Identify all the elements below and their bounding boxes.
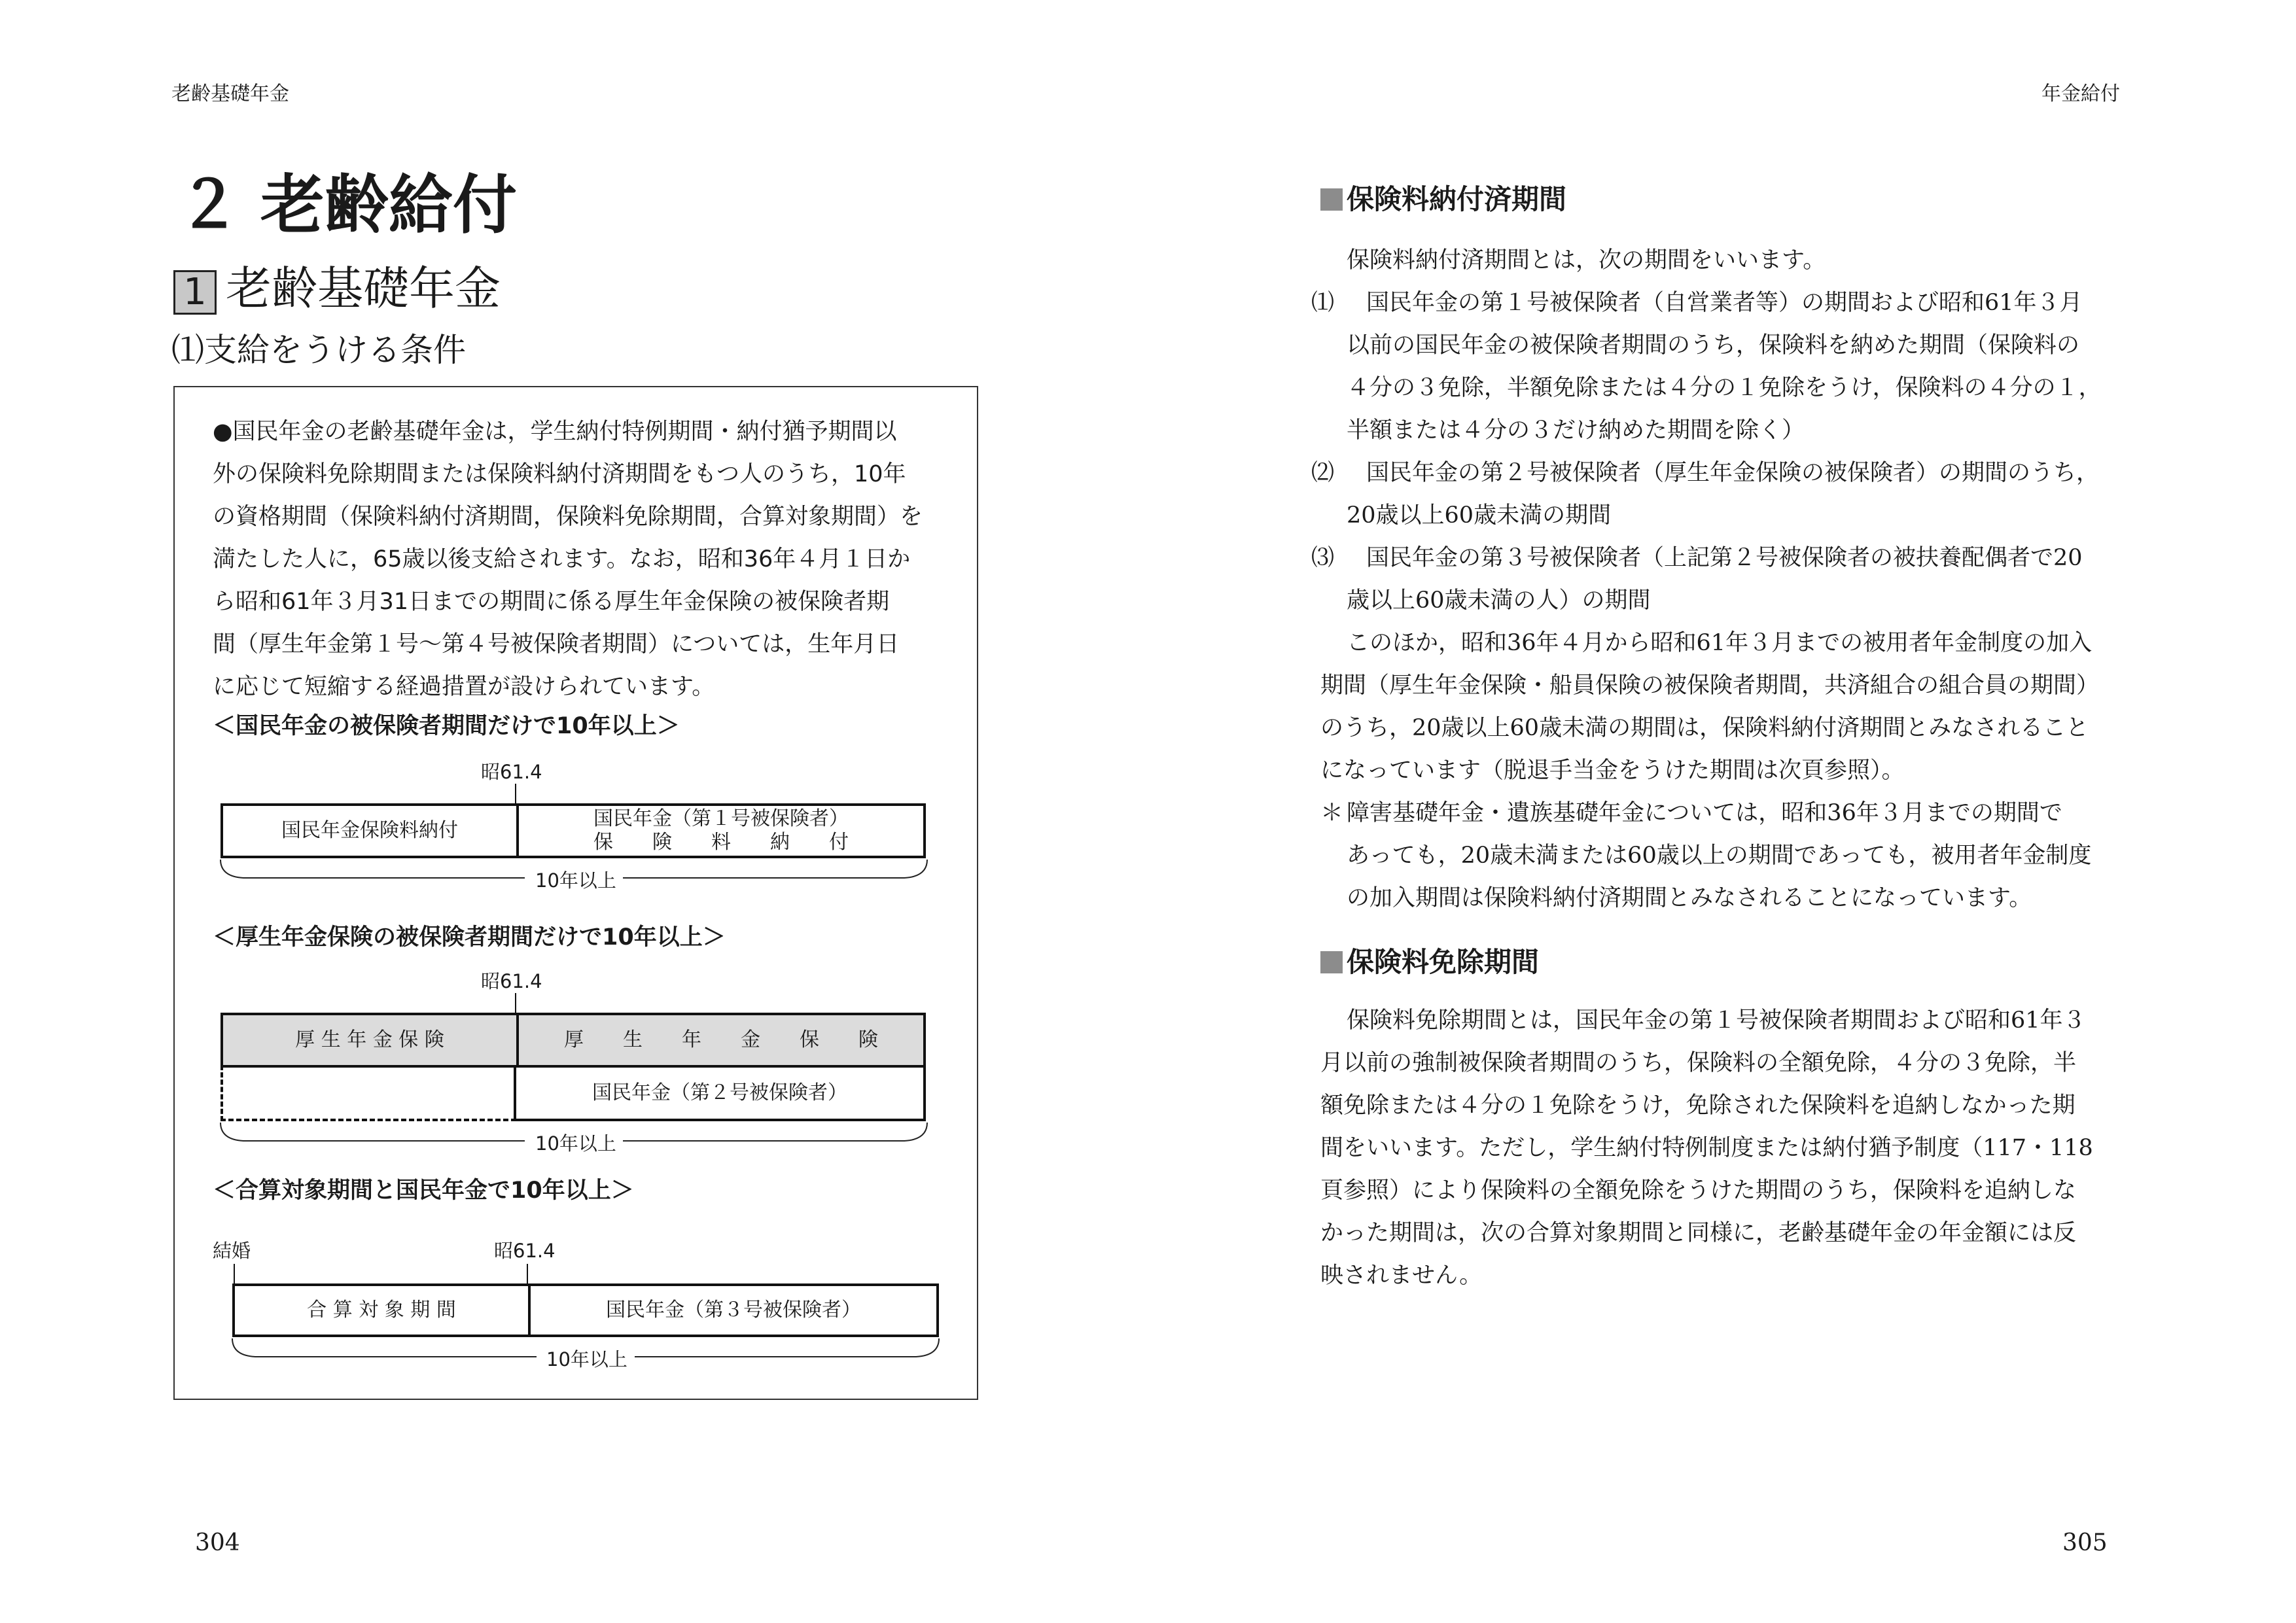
paragraph-line: の資格期間（保険料納付済期間，保険料免除期間，合算対象期間）を xyxy=(213,504,923,530)
section2-heading xyxy=(1320,941,1539,980)
section1-para-line: のうち，20歳以上60歳未満の期間は，保険料納付済期間とみなされること xyxy=(1320,715,2089,741)
paragraph-line: 外の保険料免除期間または保険料納付済期間をもつ人のうち，10年 xyxy=(213,461,906,487)
conditions-paragraph xyxy=(213,411,959,708)
diagram2-span-label: 10年以上 xyxy=(535,1132,616,1155)
diagram1-right-line1: 国民年金（第１号被保険者） xyxy=(593,807,849,830)
running-head-right: 年金給付 xyxy=(2041,82,2120,105)
diagram2-top-bar xyxy=(221,1013,926,1068)
diagram3-left-cell: 合 算 対 象 期 間 xyxy=(307,1299,456,1321)
note-line: あっても，20歳未満または60歳以上の期間であっても，被用者年金制度 xyxy=(1347,843,2092,869)
section2-line: 映されません。 xyxy=(1320,1263,1483,1289)
section1-para-line: 期間（厚生年金保険・船員保険の被保険者期間，共済組合の組合員の期間） xyxy=(1320,672,2100,699)
section1-intro: 保険料納付済期間とは，次の期間をいいます。 xyxy=(1347,247,1826,273)
section-title: 老齢基礎年金 xyxy=(226,262,501,315)
section2-line: 頁参照）により保険料の全額免除をうけた期間のうち，保険料を追納しな xyxy=(1320,1178,2077,1204)
subsection-heading: ⑴支給をうける条件 xyxy=(171,331,466,369)
list-item-number: ⑶ xyxy=(1311,545,1335,571)
section2-line: 保険料免除期間とは，国民年金の第１号被保険者期間および昭和61年３ xyxy=(1347,1007,2086,1034)
diagram1-label: ＜国民年金の被保険者期間だけで10年以上＞ xyxy=(213,713,680,739)
section-heading xyxy=(173,252,501,318)
section1-heading xyxy=(1320,178,1566,217)
heading-square-icon xyxy=(1320,188,1343,211)
diagram3-marker-tick xyxy=(527,1264,528,1283)
list-item xyxy=(1311,537,2132,622)
diagram1-bar xyxy=(221,803,926,858)
page-number-left: 304 xyxy=(195,1529,240,1556)
list-item-line: 20歳以上60歳未満の期間 xyxy=(1347,502,1612,529)
page-number-right: 305 xyxy=(2062,1529,2108,1556)
section2-line: かった期間は，次の合算対象期間と同様に，老齢基礎年金の年金額には反 xyxy=(1320,1220,2077,1246)
paragraph-line: ら昭和61年３月31日までの期間に係る厚生年金保険の被保険者期 xyxy=(213,589,890,615)
section1-heading-text: 保険料納付済期間 xyxy=(1347,183,1567,215)
diagram3-span-label: 10年以上 xyxy=(546,1348,627,1370)
list-item-line: 国民年金の第３号被保険者（上記第２号被保険者の被扶養配偶者で20 xyxy=(1366,545,2083,571)
list-item-line: 国民年金の第１号被保険者（自営業者等）の期間および昭和61年３月 xyxy=(1366,290,2083,316)
section2-line: 間をいいます。ただし，学生納付特例制度または納付猶予制度（117・118 xyxy=(1320,1135,2093,1161)
diagram3-bar xyxy=(232,1283,939,1337)
heading-square-icon xyxy=(1320,951,1343,973)
chapter-title: 老齢給付 xyxy=(260,168,518,243)
diagram2-marker: 昭61.4 xyxy=(481,970,542,992)
diagram2-bottom-right-cell: 国民年金（第２号被保険者） xyxy=(592,1081,847,1104)
section2-line: 額免除または４分の１免除をうけ，免除された保険料を追納しなかった期 xyxy=(1320,1092,2075,1119)
list-item-line: 歳以上60歳未満の人）の期間 xyxy=(1347,587,1651,614)
list-item-number: ⑵ xyxy=(1311,460,1335,486)
diagram1-right-cell xyxy=(519,806,923,856)
diagram2-dashed-left xyxy=(221,1065,223,1121)
section2-body xyxy=(1320,1000,2132,1297)
section1-body xyxy=(1311,239,2132,920)
diagram2-top-left-cell: 厚 生 年 金 保 険 xyxy=(295,1028,444,1051)
diagram3-marker-left: 結婚 xyxy=(213,1240,251,1262)
list-item xyxy=(1311,282,2132,452)
diagram3-label: ＜合算対象期間と国民年金で10年以上＞ xyxy=(213,1178,634,1204)
paragraph-line: ●国民年金の老齢基礎年金は，学生納付特例期間・納付猶予期間以 xyxy=(213,419,897,445)
note-line: 障害基礎年金・遺族基礎年金については，昭和36年３月までの期間で xyxy=(1347,800,2062,826)
note xyxy=(1320,792,2132,920)
diagram3-right-cell: 国民年金（第３号被保険者） xyxy=(606,1299,861,1321)
diagram1-right-line2: 保 険 料 納 付 xyxy=(593,831,849,854)
list-item xyxy=(1311,452,2132,537)
section-number-box: 1 xyxy=(173,270,217,315)
diagram2-top-right-cell: 厚 生 年 金 保 険 xyxy=(564,1028,878,1051)
list-item-number: ⑴ xyxy=(1311,290,1335,316)
section1-para-line: になっています（脱退手当金をうけた期間は次頁参照）。 xyxy=(1320,758,1905,784)
paragraph-line: に応じて短縮する経過措置が設けられています。 xyxy=(213,674,715,700)
diagram2-label: ＜厚生年金保険の被保険者期間だけで10年以上＞ xyxy=(213,924,726,951)
chapter-heading xyxy=(177,154,517,246)
diagram2-marker-tick xyxy=(515,993,516,1013)
list-item-line: 国民年金の第２号被保険者（厚生年金保険の被保険者）の期間のうち， xyxy=(1366,460,2100,486)
diagram1-span-label: 10年以上 xyxy=(535,869,616,892)
diagram3-marker-left-tick xyxy=(234,1264,235,1283)
running-head-left: 老齢基礎年金 xyxy=(171,82,289,105)
section2-line: 月以前の強制被保険者期間のうち，保険料の全額免除，４分の３免除，半 xyxy=(1320,1050,2077,1076)
list-item-line: ４分の３免除，半額免除または４分の１免除をうけ，保険料の４分の１， xyxy=(1347,375,2102,401)
list-item-line: 半額または４分の３だけ納めた期間を除く） xyxy=(1347,417,1805,444)
diagram2-bottom-bar xyxy=(514,1065,926,1121)
paragraph-line: 満たした人に，65歳以後支給されます。なお，昭和36年４月１日か xyxy=(213,546,911,572)
diagram1-left-cell: 国民年金保険料納付 xyxy=(281,819,458,842)
diagram1-marker-tick xyxy=(515,784,516,803)
paragraph-line: 間（厚生年金第１号〜第４号被保険者期間）については，生年月日 xyxy=(213,631,900,657)
note-line: の加入期間は保険料納付済期間とみなされることになっています。 xyxy=(1347,885,2032,911)
note-mark: ＊ xyxy=(1320,800,1344,826)
chapter-number: ２ xyxy=(177,168,241,243)
section2-heading-text: 保険料免除期間 xyxy=(1347,946,1540,978)
section1-para-line: このほか，昭和36年４月から昭和61年３月までの被用者年金制度の加入 xyxy=(1347,630,2093,656)
diagram1-marker: 昭61.4 xyxy=(481,761,542,783)
list-item-line: 以前の国民年金の被保険者期間のうち，保険料を納めた期間（保険料の xyxy=(1347,332,2080,358)
diagram3-marker: 昭61.4 xyxy=(494,1240,556,1262)
